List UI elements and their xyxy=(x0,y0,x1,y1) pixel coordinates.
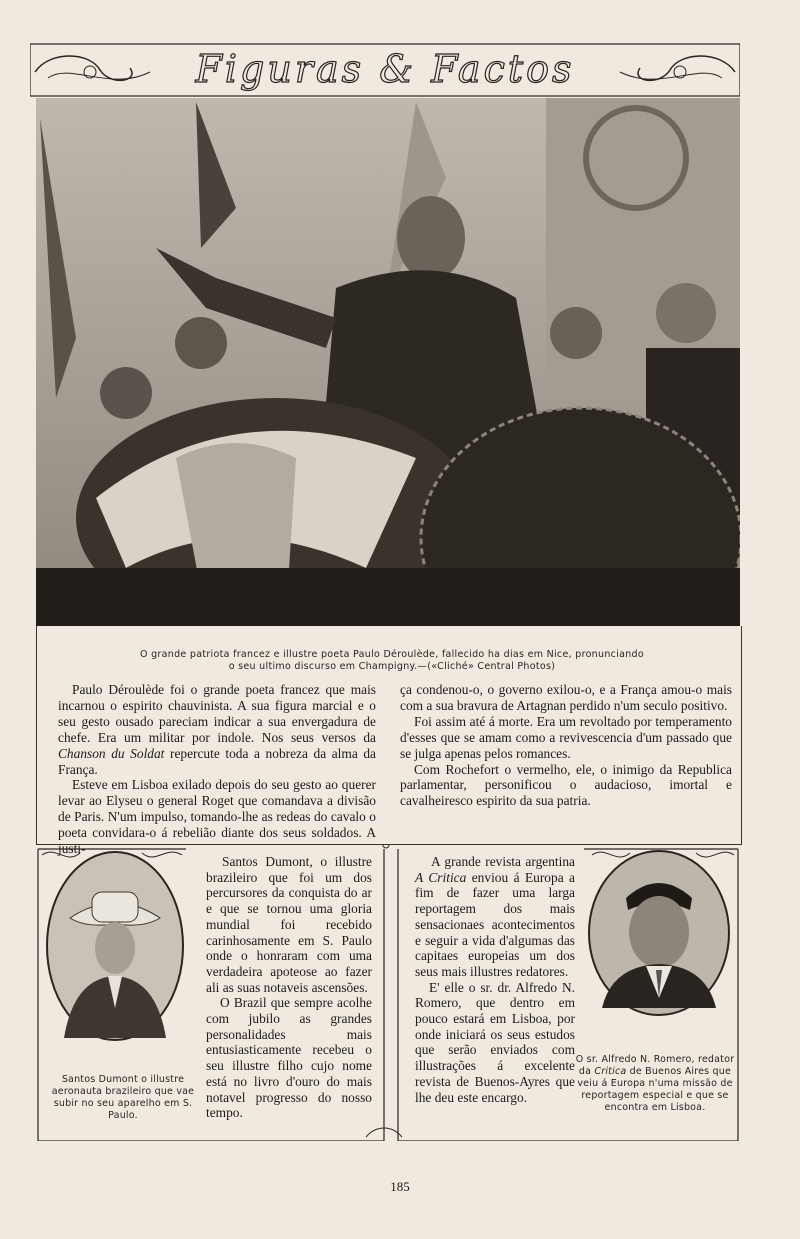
article-paragraph: Paulo Déroulède foi o grande poeta francez que mais incarnou o espirito chauvinista. A sua figura marcial e o seu gesto ousado pareciam indicar a sua envergadura de chefe. Era um militar por indole. Nos seus versos da Chanson du Soldat repercute toda a nobreza da alma da França. xyxy=(58,682,376,777)
article-paragraph: Esteve em Lisboa exilado depois do seu gesto ao querer levar ao Elyseu o general Roget que comandava a divisão de Paris. N'um impulso, tomando-lhe as redeas do cavalo o poeta convidara-o á rebelião diante dos seus soldados. A justi- xyxy=(58,777,376,857)
article-column-right xyxy=(400,682,732,809)
article-paragraph: Foi assim até á morte. Era um revoltado por temperamento d'esses que se amam como a revivescencia d'um passado que se julga apenas pelos romances. xyxy=(400,713,732,761)
article-paragraph: Com Rochefort o vermelho, ele, o inimigo da Republica parlamentar, personificou o audacioso, imortal e cavalheiresco espirito da sua patria. xyxy=(400,761,732,809)
photo-caption-line-1: O grande patriota francez e illustre poeta Paulo Déroulède, fallecido ha dias em Nice, pronunciando xyxy=(140,649,644,660)
photograph-icon xyxy=(36,98,740,626)
article-paragraph: O Brazil que sempre acolhe com jubilo as grandes personalidades mais entusiasticamente recebeu o seu illustre filho cujo nome está no livro d'ouro do mais notavel progresso do nosso tempo. xyxy=(206,995,372,1121)
portrait-icon xyxy=(586,848,732,1018)
article-paragraph: E' elle o sr. dr. Alfredo N. Romero, que dentro em pouco estará em Lisboa, por onde iniciará os seus estudos que serão enviados com illustrações á excelente revista de Buenos-Ayres que lhe deu este encargo. xyxy=(415,979,575,1105)
article-column-left xyxy=(58,682,376,857)
page-number: 185 xyxy=(390,1179,410,1194)
page-title: Figuras & Factos xyxy=(195,47,575,91)
photo-caption-line-2: o seu ultimo discurso em Champigny.—(«Cliché» Central Photos) xyxy=(228,661,556,672)
article-paragraph: A grande revista argentina A Critica enviou á Europa a fim de fazer uma larga reportagem dos mais sensacionaes acontecimentos e seguir a vida d'algumas das capitaes europeias um dos seus mais illustres redatores. xyxy=(415,854,576,979)
portrait-alfredo-romero xyxy=(586,848,732,1018)
article-paragraph: Santos Dumont, o illustre brazileiro que foi um dos percursores da conquista do ar e que se tornou uma gloria mundial foi recebido carinhosamente em S. Paulo onde o honraram com uma verdadeira apoteose ao fazer ali as suas notaveis ascensões. xyxy=(206,854,372,995)
magazine-title: A Critica xyxy=(415,869,467,885)
page-header xyxy=(30,42,740,98)
main-photograph xyxy=(36,98,740,626)
song-title: Chanson du Soldat xyxy=(58,745,165,761)
portrait-icon xyxy=(44,848,186,1044)
photo-caption xyxy=(62,649,722,673)
portrait-caption-right: O sr. Alfredo N. Romero, redator da Critica de Buenos Aires que veiu á Europa n'uma missão de reportagem especial e que se encontra em Lisboa. xyxy=(575,1054,735,1113)
portrait-caption-left: Santos Dumont o illustre aeronauta brazileiro que vae subir no seu aparelho em S. Paulo. xyxy=(51,1074,195,1121)
article-paragraph: ça condenou-o, o governo exilou-o, e a França amou-o mais com a sua bravura de Artagnan perdido n'um seculo positivo. xyxy=(400,682,732,713)
romero-article xyxy=(415,854,575,1105)
portrait-santos-dumont xyxy=(44,848,186,1044)
santos-dumont-article xyxy=(206,854,372,1121)
